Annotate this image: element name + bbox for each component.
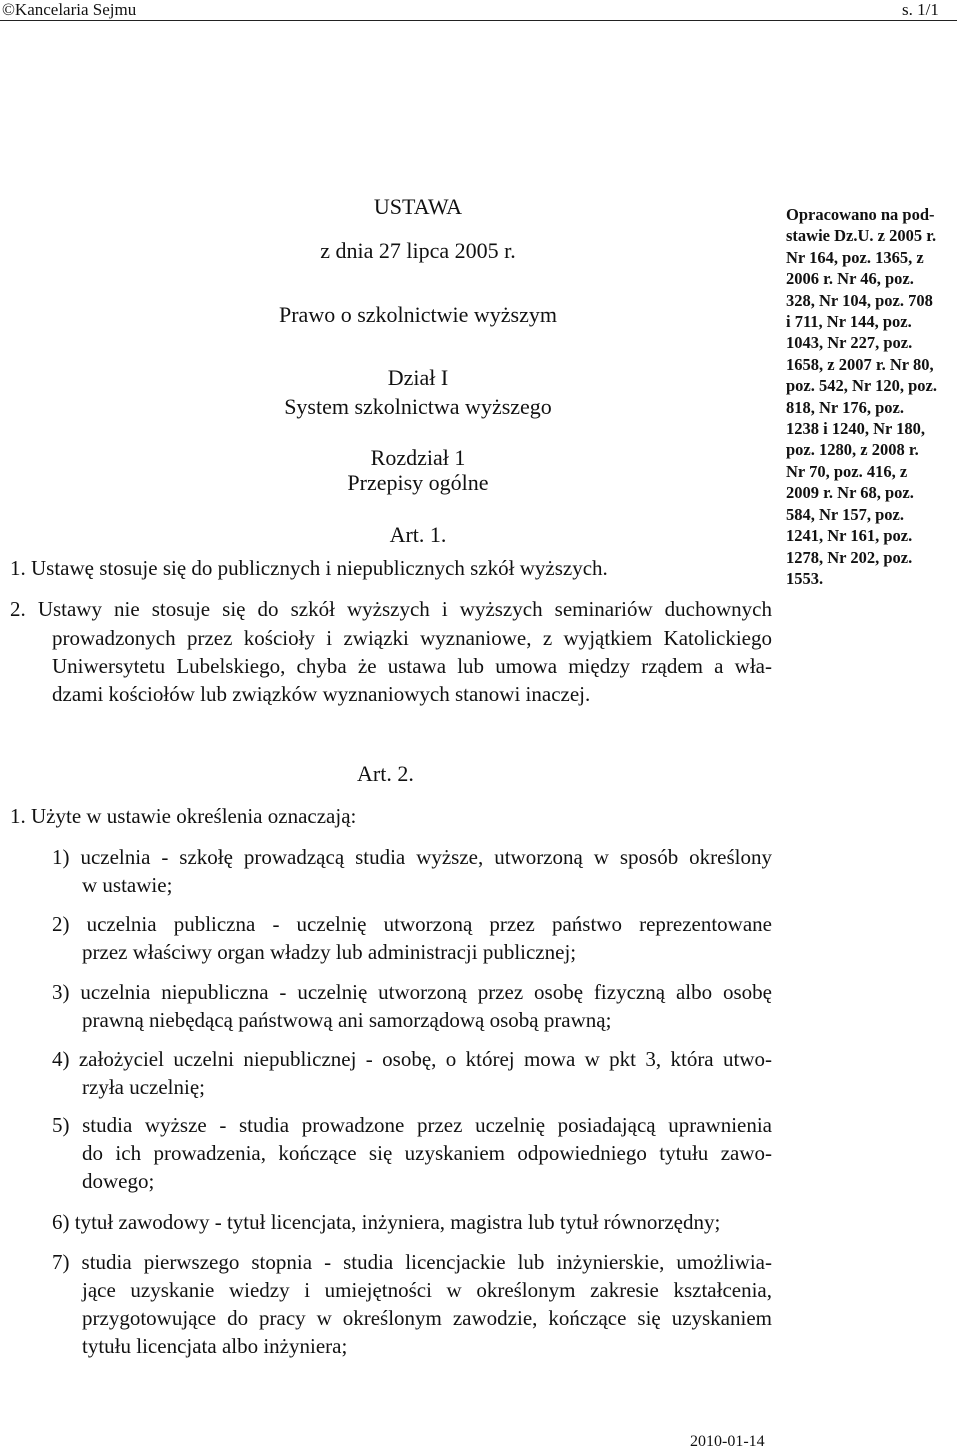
article-1-paragraph-2-line: prowadzonych przez kościoły i związki wyznaniowe, z wyjątkiem Katolickiego [52, 626, 772, 650]
source-note-line: Opracowano na pod- [786, 205, 935, 224]
source-note-line: 1043, Nr 227, poz. [786, 333, 913, 353]
source-note-line: 328, Nr 104, poz. 708 [786, 290, 933, 310]
chapter-title: Przepisy ogólne [347, 470, 489, 495]
definition-item-line: 7) studia pierwszego stopnia - studia licencjackie lub inżynierskie, umożliwia- [52, 1250, 772, 1274]
header-source: ©Kancelaria Sejmu [2, 0, 137, 19]
definition-item-line: 5) studia wyższe - studia prowadzone przez uczelnię posiadającą uprawnienia [52, 1113, 772, 1137]
source-note-line: 584, Nr 157, poz. [786, 504, 904, 524]
header-page-number: s. 1/1 [902, 0, 939, 19]
article-1-paragraph-2-line: 2. Ustawy nie stosuje się do szkół wyższych i wyższych seminariów duchownych [10, 597, 772, 621]
chapter-number: Rozdział 1 [370, 445, 466, 470]
definition-item-line: w ustawie; [82, 873, 173, 897]
header-divider [0, 20, 957, 21]
source-note-line: 1241, Nr 161, poz. [786, 526, 913, 546]
definition-item-line: tytułu licencjata albo inżyniera; [82, 1334, 348, 1358]
source-note-line: stawie Dz.U. z 2005 r. [786, 226, 937, 246]
source-note-line: 2006 r. Nr 46, poz. [786, 269, 914, 289]
definition-item-line: 4) założyciel uczelni niepublicznej - osobę, o której mowa w pkt 3, która utwo- [52, 1047, 772, 1071]
definition-item-line: przygotowujące do pracy w określonym zawodzie, kończące się uzyskaniem [82, 1306, 772, 1330]
definition-item-line: do ich prowadzenia, kończące się uzyskaniem odpowiedniego tytułu zawo- [82, 1141, 772, 1165]
source-note-line: poz. 1280, z 2008 r. [786, 440, 919, 460]
act-date: z dnia 27 lipca 2005 r. [320, 238, 516, 263]
article-2-intro: 1. Użyte w ustawie określenia oznaczają: [10, 804, 357, 828]
article-1-paragraph-2-line: Uniwersytetu Lubelskiego, chyba że ustawa lub umowa między rządem a wła- [52, 654, 772, 678]
act-type: USTAWA [373, 194, 463, 219]
definition-item-line: przez właściwy organ władzy lub administracji publicznej; [82, 940, 577, 964]
definition-item-line: 3) uczelnia niepubliczna - uczelnię utworzoną przez osobę fizyczną albo osobę [52, 980, 772, 1004]
definition-item-line: jące uzyskanie wiedzy i umiejętności w określonym zakresie kształcenia, [82, 1278, 772, 1302]
act-title: Prawo o szkolnictwie wyższym [279, 302, 557, 327]
source-note-line: Nr 70, poz. 416, z [786, 461, 908, 481]
definition-item-line: rzyła uczelnię; [82, 1075, 206, 1099]
source-note-line: 2009 r. Nr 68, poz. [786, 483, 914, 503]
division-title: System szkolnictwa wyższego [284, 394, 552, 419]
source-note-line: Nr 164, poz. 1365, z [786, 247, 924, 267]
source-note-line: 1658, z 2007 r. Nr 80, [786, 354, 934, 374]
division-number: Dział I [387, 365, 449, 390]
source-note-line: 1553. [786, 568, 824, 588]
source-note-line: poz. 542, Nr 120, poz. [786, 376, 937, 396]
source-note [786, 204, 958, 589]
definition-item-line: dowego; [82, 1169, 155, 1193]
source-note-line: i 711, Nr 144, poz. [786, 312, 912, 332]
source-note-line: 818, Nr 176, poz. [786, 397, 904, 417]
article-1-paragraph-1: 1. Ustawę stosuje się do publicznych i niepublicznych szkół wyższych. [10, 556, 608, 580]
definition-item-line: prawną niebędącą państwową ani samorządową osobą prawną; [82, 1008, 612, 1032]
source-note-line: 1238 i 1240, Nr 180, [786, 419, 926, 439]
article-1-paragraph-2-line: dzami kościołów lub związków wyznaniowych stanowi inaczej. [52, 682, 591, 706]
footer-date: 2010-01-14 [690, 1433, 765, 1450]
article-1-heading: Art. 1. [389, 522, 447, 547]
source-note-line: 1278, Nr 202, poz. [786, 547, 913, 567]
article-2-heading: Art. 2. [357, 761, 414, 786]
definition-item-line: 6) tytuł zawodowy - tytuł licencjata, inżyniera, magistra lub tytuł równorzędny; [52, 1210, 721, 1234]
definition-item-line: 2) uczelnia publiczna - uczelnię utworzoną przez państwo reprezentowane [52, 912, 772, 936]
definition-item-line: 1) uczelnia - szkołę prowadzącą studia wyższe, utworzoną w sposób określony [52, 845, 772, 869]
